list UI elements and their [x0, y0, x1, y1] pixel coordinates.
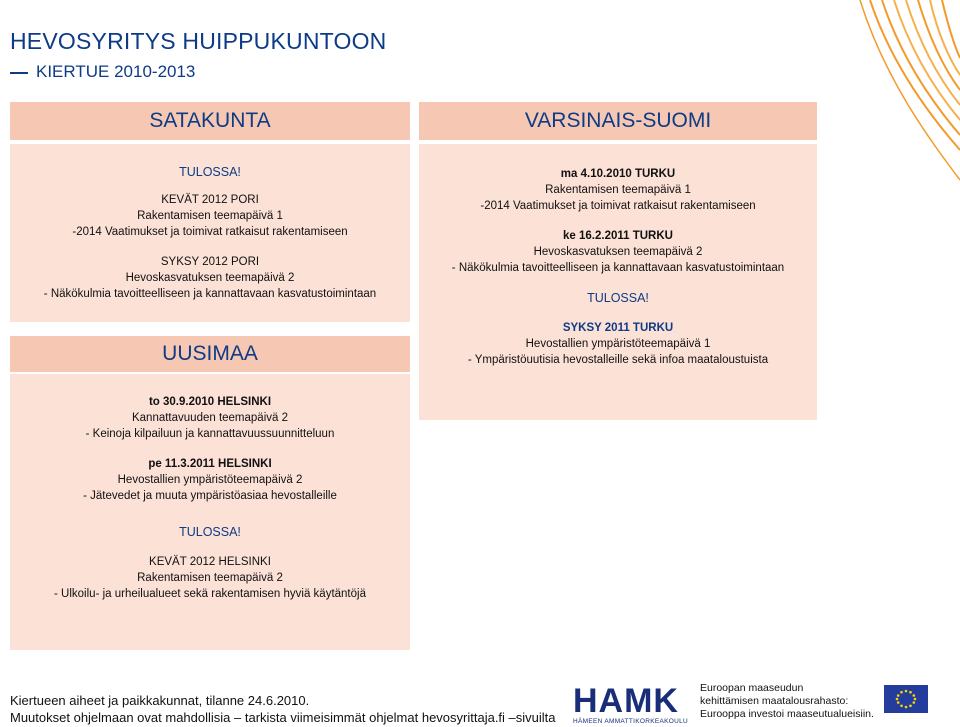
footer-note: Kiertueen aiheet ja paikkakunnat, tilanne 24.6.2010.: [10, 693, 310, 708]
satakunta-line: Hevoskasvatuksen teemapäivä 2: [125, 272, 295, 284]
varsinais-event3: [419, 320, 817, 368]
event-topic: - Ympäristöuutisia hevostalleille sekä infoa maataloustuista: [467, 354, 769, 366]
satakunta-tulossa: TULOSSA!: [179, 165, 241, 179]
event-date: KEVÄT 2012 HELSINKI: [149, 556, 271, 568]
subtitle-text: KIERTUE 2010-2013: [36, 62, 196, 81]
uusimaa-event3: [10, 554, 410, 602]
varsinais-event2: [419, 228, 817, 276]
uusimaa-tulossa-wrap: [10, 524, 410, 540]
uusimaa-panel: [10, 374, 410, 650]
event-theme: Kannattavuuden teemapäivä 2: [131, 412, 288, 424]
event-theme: Rakentamisen teemapäivä 2: [137, 572, 283, 584]
satakunta-line: Rakentamisen teemapäivä 1: [137, 210, 283, 222]
event-topic: - Ulkoilu- ja urheilualueet sekä rakentamisen hyviä käytäntöjä: [54, 588, 366, 600]
satakunta-line: KEVÄT 2012 PORI: [161, 194, 259, 206]
page-title: HEVOSYRITYS HUIPPUKUNTOON: [10, 28, 387, 54]
uusimaa-event1: [10, 394, 410, 442]
eu-flag-icon: [884, 685, 928, 713]
event-date: SYKSY 2011 TURKU: [562, 322, 674, 334]
varsinais-tulossa-wrap: [419, 290, 817, 306]
satakunta-line: SYKSY 2012 PORI: [160, 256, 260, 268]
uusimaa-tulossa: TULOSSA!: [179, 525, 241, 539]
dash-decoration: [10, 72, 28, 74]
varsinais-panel: [419, 144, 817, 420]
event-topic: -2014 Vaatimukset ja toimivat ratkaisut rakentamiseen: [480, 200, 756, 212]
eu-line: Eurooppa investoi maaseutualueisiin.: [700, 708, 874, 720]
event-theme: Rakentamisen teemapäivä 1: [545, 184, 691, 196]
event-theme: Hevostallien ympäristöteemapäivä 2: [117, 474, 303, 486]
event-date: pe 11.3.2011 HELSINKI: [148, 458, 272, 470]
varsinais-tulossa: TULOSSA!: [587, 291, 649, 305]
event-topic: - Keinoja kilpailuun ja kannattavuussuunnitteluun: [85, 428, 335, 440]
varsinais-heading: VARSINAIS-SUOMI: [419, 102, 817, 140]
eu-funding-text: [700, 682, 874, 721]
hamk-logo: [573, 684, 691, 726]
satakunta-line: -2014 Vaatimukset ja toimivat ratkaisut rakentamiseen: [72, 226, 348, 238]
satakunta-heading: SATAKUNTA: [10, 102, 410, 140]
footer-disclaimer: Muutokset ohjelmaan ovat mahdollisia – tarkista viimeisimmät ohjelmat hevosyrittaja.fi –sivuilta: [10, 710, 556, 725]
satakunta-panel: [10, 144, 410, 322]
event-date: ma 4.10.2010 TURKU: [560, 168, 676, 180]
hamk-logo-subtitle: HÄMEEN AMMATTIKORKEAKOULU: [573, 718, 689, 725]
event-theme: Hevoskasvatuksen teemapäivä 2: [533, 246, 703, 258]
eu-line: kehittämisen maatalousrahasto:: [700, 695, 849, 707]
orange-ribbon-graphic: [830, 0, 960, 190]
event-topic: - Jätevedet ja muuta ympäristöasiaa hevostalleille: [83, 490, 337, 502]
event-date: ke 16.2.2011 TURKU: [563, 230, 673, 242]
uusimaa-event2: [10, 456, 410, 504]
hamk-logo-word: HAMK: [573, 682, 679, 720]
varsinais-event1: [419, 166, 817, 214]
satakunta-line: - Näkökulmia tavoitteelliseen ja kannattavaan kasvatustoimintaan: [43, 288, 377, 300]
event-theme: Hevostallien ympäristöteemapäivä 1: [525, 338, 711, 350]
satakunta-content: [10, 164, 410, 302]
event-topic: - Näkökulmia tavoitteelliseen ja kannattavaan kasvatustoimintaan: [451, 262, 785, 274]
page-subtitle: [10, 62, 195, 82]
eu-line: Euroopan maaseudun: [700, 682, 804, 694]
event-date: to 30.9.2010 HELSINKI: [148, 396, 272, 408]
uusimaa-heading: UUSIMAA: [10, 336, 410, 372]
